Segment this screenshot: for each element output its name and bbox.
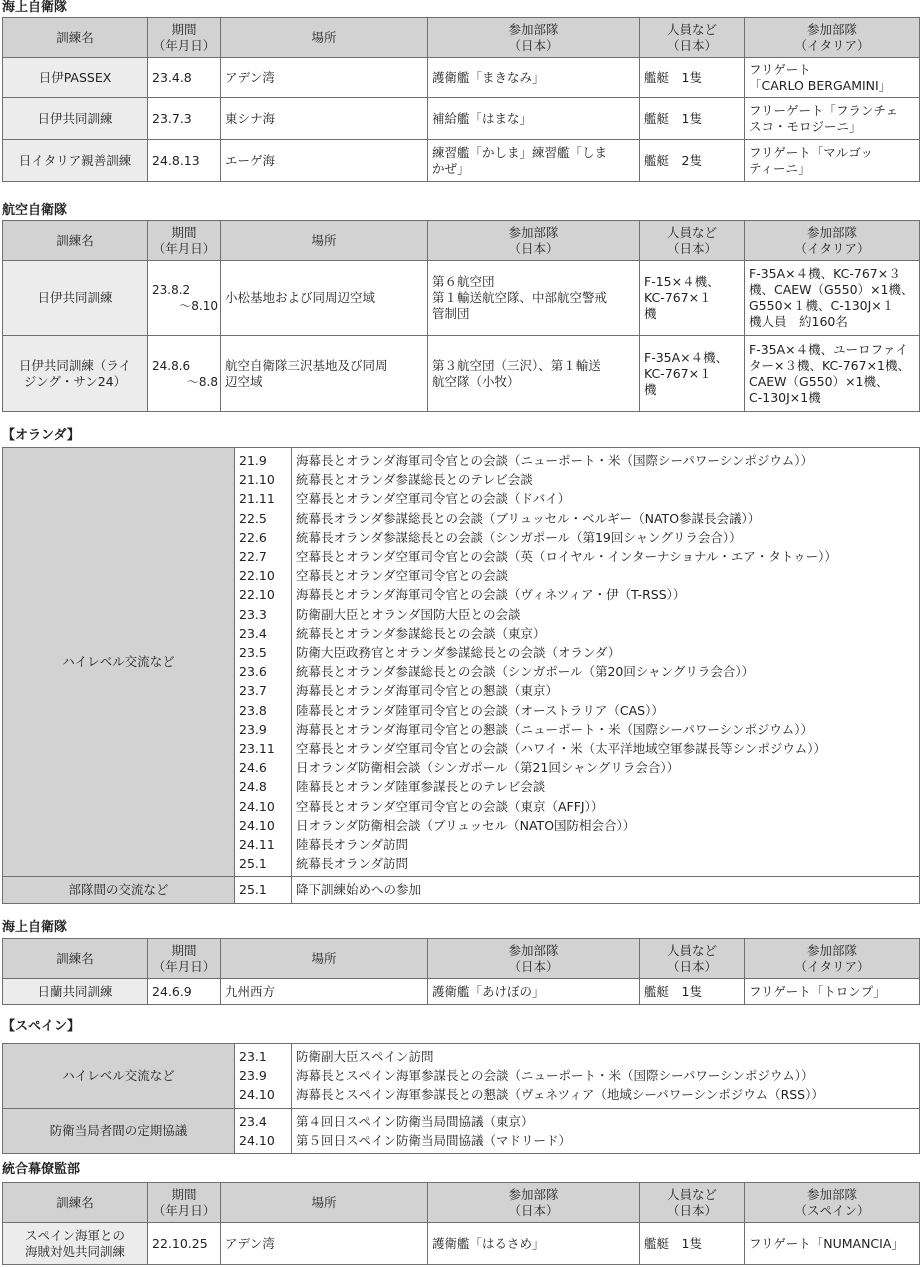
table-row <box>3 98 920 140</box>
event-date: 21.11 <box>239 491 275 507</box>
header-period <box>148 939 221 979</box>
table-maritime-netherlands <box>2 938 920 1005</box>
cell-line: 管制団 <box>432 306 470 321</box>
section-title-joint-staff: 統合幕僚監部 <box>2 1162 81 1177</box>
cell-line: 参加部隊 <box>806 1186 857 1202</box>
cell-line: 練習艦「かしま」練習艦「しま <box>432 144 608 160</box>
cell-line: 機人員 約160名 <box>749 314 848 329</box>
cell-line: 24.6.9 <box>152 983 192 999</box>
cell-line: 参加部隊 <box>508 1186 559 1202</box>
period-cell <box>148 261 221 336</box>
cell-line: （日本） <box>508 1202 559 1218</box>
cell-line: （年月日） <box>152 1202 216 1218</box>
cell-line: フリゲート <box>749 61 811 77</box>
header-personnel <box>640 18 745 58</box>
group-label: 防衛当局者間の定期協議 <box>3 1108 235 1153</box>
event-text: 空幕長とオランダ空軍司令官との会談（東京（AFFJ）） <box>296 798 604 814</box>
header-location <box>221 221 428 261</box>
personnel-cell <box>640 1223 745 1265</box>
location-cell <box>221 1223 428 1265</box>
personnel-cell <box>640 98 745 140</box>
cell-line: 艦艇 1隻 <box>644 983 702 999</box>
location-cell <box>221 261 428 336</box>
event-date: 23.1 <box>239 1049 267 1064</box>
cell-line: 24.8.13 <box>152 152 200 168</box>
cell-line: 日イタリア親善訓練 <box>18 152 132 168</box>
event-text: 防衛副大臣とオランダ国防大臣との会談 <box>296 606 521 622</box>
location-cell <box>221 98 428 140</box>
cell-line: F-15×４機、 <box>644 274 720 289</box>
group-row <box>3 448 920 877</box>
event-date: 22.10 <box>239 587 275 603</box>
cell-line: 参加部隊 <box>806 224 857 240</box>
header-units-japan <box>428 1183 640 1223</box>
personnel-cell <box>640 58 745 98</box>
event-date: 23.11 <box>239 741 275 757</box>
event-column <box>292 1044 920 1109</box>
training-name-cell <box>3 336 148 412</box>
cell-line: 訓練名 <box>56 950 94 966</box>
table-spain <box>2 1043 920 1154</box>
units-japan-cell <box>428 979 640 1005</box>
cell-line: フリゲート「トロンプ」 <box>749 983 886 999</box>
event-date: 25.1 <box>239 856 267 872</box>
cell-line: F-35A×４機、ユーロファイ <box>749 341 908 357</box>
period-cell <box>148 98 221 140</box>
cell-line: 九州西方 <box>225 983 276 999</box>
header-units-foreign <box>745 221 920 261</box>
cell-line: フリーゲート「フランチェ <box>749 102 899 118</box>
event-date: 24.10 <box>239 798 275 814</box>
units-japan-cell <box>428 58 640 98</box>
cell-line: 参加部隊 <box>508 224 559 240</box>
event-text: 陸幕長とオランダ陸軍参謀長とのテレビ会談 <box>296 779 546 795</box>
cell-line: スペイン海軍との <box>24 1227 125 1243</box>
event-column <box>292 448 920 877</box>
date-column <box>235 448 292 877</box>
header-training-name <box>3 1183 148 1223</box>
cell-line: 日伊PASSEX <box>38 69 112 85</box>
event-date: 24.8 <box>239 779 267 795</box>
header-row <box>3 221 920 261</box>
cell-line: （日本） <box>666 37 717 53</box>
cell-line: 日伊共同訓練（ライ <box>18 357 132 373</box>
section-title-maritime-netherlands: 海上自衛隊 <box>2 920 68 935</box>
event-date: 24.10 <box>239 817 275 833</box>
cell-line: 第１輸送航空隊、中部航空警戒 <box>432 290 608 305</box>
cell-line: ジング・サン24） <box>23 373 127 389</box>
cell-line: 24.8.6 <box>152 358 191 373</box>
cell-line: （日本） <box>508 958 559 974</box>
cell-line: （イタリア） <box>794 37 870 53</box>
training-name-cell <box>3 58 148 98</box>
cell-line: 機、CAEW（G550）×1機、 <box>749 282 914 297</box>
personnel-cell <box>640 140 745 182</box>
period-cell <box>148 140 221 182</box>
event-date: 25.1 <box>239 882 267 898</box>
cell-line: CAEW（G550）×1機、 <box>749 373 889 389</box>
cell-line: 艦艇 1隻 <box>644 69 702 85</box>
header-period <box>148 18 221 58</box>
units-japan-cell <box>428 140 640 182</box>
cell-line: 人員など <box>666 21 717 37</box>
cell-line: 参加部隊 <box>508 942 559 958</box>
header-row <box>3 18 920 58</box>
event-date: 23.9 <box>239 721 267 737</box>
cell-line: ター×３機、KC-767×1機、 <box>749 357 911 373</box>
cell-line: フリゲート「マルゴッ <box>749 144 874 160</box>
cell-line: （日本） <box>666 240 717 256</box>
event-text: 空幕長とオランダ空軍司令官との会談 <box>296 568 509 584</box>
period-cell <box>148 336 221 412</box>
table-row <box>3 336 920 412</box>
cell-line: （日本） <box>666 1202 717 1218</box>
cell-line: 人員など <box>666 224 717 240</box>
cell-line: 海賊対処共同訓練 <box>24 1243 125 1259</box>
training-name-cell <box>3 98 148 140</box>
cell-line: （年月日） <box>152 240 216 256</box>
event-date: 24.10 <box>239 1087 275 1103</box>
event-date: 24.10 <box>239 1132 275 1148</box>
cell-line: F-35A×４機、 <box>644 349 729 365</box>
event-date: 24.6 <box>239 760 267 776</box>
event-text: 日オランダ防衛相会談（ブリュッセル（NATO国防相会合）） <box>296 817 636 833</box>
cell-line: 航空自衛隊三沢基地及び同周 <box>225 357 388 373</box>
cell-line: 艦艇 2隻 <box>644 152 702 168</box>
cell-line: ティーニ」 <box>749 160 811 176</box>
group-label: ハイレベル交流など <box>3 1044 235 1109</box>
cell-line: エーゲ海 <box>225 152 276 168</box>
event-text: 空幕長とオランダ空軍司令官との会談（英（ロイヤル・インターナショナル・エア・タトゥー）） <box>296 549 837 565</box>
cell-line: 訓練名 <box>56 232 94 248</box>
cell-line: 護衛艦「まきなみ」 <box>432 69 545 85</box>
event-text: 海幕長とスペイン海軍参謀長との会談（ニューポート・米（国際シーパワーシンポジウム）） <box>296 1068 814 1084</box>
cell-line: （イタリア） <box>794 240 870 256</box>
cell-line: 補給艦「はまな」 <box>432 110 533 126</box>
event-text: 陸幕長オランダ訪問 <box>296 837 409 853</box>
cell-line: 東シナ海 <box>225 110 276 126</box>
event-column <box>292 877 920 903</box>
cell-line: 期間 <box>171 21 197 37</box>
cell-line: 23.7.3 <box>152 110 192 126</box>
table-air-italy <box>2 220 920 412</box>
header-training-name <box>3 18 148 58</box>
event-text: 降下訓練始めへの参加 <box>296 882 422 898</box>
event-text: 統幕長オランダ訪問 <box>296 856 409 872</box>
cell-line: 機 <box>644 306 657 321</box>
cell-line: C-130J×1機 <box>749 389 821 405</box>
cell-line: 人員など <box>666 1186 717 1202</box>
cell-line: 場所 <box>311 232 337 248</box>
location-cell <box>221 140 428 182</box>
units-foreign-cell <box>745 98 920 140</box>
training-name-cell <box>3 1223 148 1265</box>
group-row <box>3 1108 920 1153</box>
table-row <box>3 1223 920 1265</box>
event-text: 防衛大臣政務官とオランダ参謀総長との会談（オランダ） <box>296 645 621 661</box>
personnel-cell <box>640 979 745 1005</box>
cell-line: 艦艇 1隻 <box>644 110 702 126</box>
cell-line: （年月日） <box>152 958 216 974</box>
header-row <box>3 939 920 979</box>
event-date: 23.3 <box>239 606 267 622</box>
training-name-cell <box>3 979 148 1005</box>
cell-line: かぜ」 <box>432 160 470 176</box>
cell-line: 期間 <box>171 224 197 240</box>
section-title-spain: 【スペイン】 <box>2 1019 81 1034</box>
cell-line: 訓練名 <box>56 29 94 45</box>
header-period <box>148 221 221 261</box>
cell-line: （スペイン） <box>794 1202 870 1218</box>
location-cell <box>221 58 428 98</box>
cell-line: 航空隊（小牧） <box>432 373 520 389</box>
table-row <box>3 140 920 182</box>
units-foreign-cell <box>745 979 920 1005</box>
header-personnel <box>640 1183 745 1223</box>
cell-line: 日蘭共同訓練 <box>37 983 113 999</box>
cell-line: 参加部隊 <box>806 942 857 958</box>
cell-line: 期間 <box>171 1186 197 1202</box>
cell-line: 機 <box>644 381 657 397</box>
cell-line: 第６航空団 <box>432 274 495 289</box>
event-date: 23.4 <box>239 625 267 641</box>
event-text: 海幕長とオランダ海軍司令官との会談（ニューポート・米（国際シーパワーシンポジウム）） <box>296 453 813 468</box>
event-date: 22.7 <box>239 549 267 565</box>
group-label: ハイレベル交流など <box>3 448 235 877</box>
training-name-cell <box>3 140 148 182</box>
cell-line: 人員など <box>666 942 717 958</box>
date-column <box>235 1044 292 1109</box>
cell-line: 第３航空団（三沢）、第１輸送 <box>432 357 601 373</box>
event-date: 22.5 <box>239 510 267 526</box>
units-japan-cell <box>428 336 640 412</box>
table-row <box>3 261 920 336</box>
cell-line: アデン湾 <box>225 1235 275 1251</box>
personnel-cell <box>640 336 745 412</box>
event-date: 23.6 <box>239 664 267 680</box>
period-cell <box>148 1223 221 1265</box>
event-text: 統幕長とオランダ参謀総長との会談（東京） <box>296 625 546 641</box>
date-column <box>235 877 292 903</box>
cell-line: 日伊共同訓練 <box>37 290 113 305</box>
event-text: 海幕長とオランダ海軍司令官との懇談（ニューポート・米（国際シーパワーシンポジウム）） <box>296 721 813 737</box>
table-joint-staff <box>2 1182 920 1265</box>
event-text: 空幕長とオランダ空軍司令官との会談（ハワイ・米（太平洋地域空軍参謀長等シンポジウム）） <box>296 741 826 757</box>
group-row <box>3 877 920 903</box>
event-date: 21.9 <box>239 453 267 468</box>
cell-line: 参加部隊 <box>508 21 559 37</box>
event-date: 22.6 <box>239 529 267 545</box>
header-location <box>221 18 428 58</box>
cell-line: 小松基地および同周辺空域 <box>225 290 376 305</box>
cell-line: 日伊共同訓練 <box>37 110 113 126</box>
group-row <box>3 1044 920 1109</box>
event-text: 海幕長とオランダ海軍司令官との懇談（東京） <box>296 683 559 699</box>
group-label: 部隊間の交流など <box>3 877 235 903</box>
event-text: 第５回日スペイン防衛当局間協議（マドリード） <box>296 1132 572 1148</box>
cell-line: G550×１機、C-130J×１ <box>749 298 895 313</box>
cell-line: 「CARLO BERGAMINI」 <box>749 77 892 93</box>
event-text: 統幕長オランダ参謀総長との会談（シンガポール（第19回シャングリラ会合）） <box>296 529 742 545</box>
header-units-foreign <box>745 18 920 58</box>
event-text: 海幕長とオランダ海軍司令官との会談（ヴィネツィア・伊（T-RSS）） <box>296 587 686 603</box>
event-text: 防衛副大臣スペイン訪問 <box>296 1049 434 1064</box>
event-date: 24.11 <box>239 837 275 853</box>
cell-line: 場所 <box>311 29 337 45</box>
event-text: 統幕長とオランダ参謀総長とのテレビ会談 <box>296 472 533 488</box>
header-personnel <box>640 221 745 261</box>
table-netherlands <box>2 447 920 904</box>
table-maritime-italy <box>2 17 920 182</box>
training-name-cell <box>3 261 148 336</box>
location-cell <box>221 336 428 412</box>
event-date: 23.7 <box>239 683 267 699</box>
units-foreign-cell <box>745 261 920 336</box>
cell-line: スコ・モロジーニ」 <box>749 118 862 134</box>
cell-line: 護衛艦「あけぼの」 <box>432 983 545 999</box>
cell-line: 艦艇 1隻 <box>644 1235 702 1251</box>
header-period <box>148 1183 221 1223</box>
location-cell <box>221 979 428 1005</box>
event-date: 23.4 <box>239 1113 267 1129</box>
cell-line: F-35A×４機、KC-767×３ <box>749 266 901 281</box>
units-foreign-cell <box>745 140 920 182</box>
event-date: 23.5 <box>239 645 267 661</box>
cell-line: ～8.10 <box>179 299 218 313</box>
units-foreign-cell <box>745 58 920 98</box>
header-units-japan <box>428 18 640 58</box>
cell-line: （日本） <box>666 958 717 974</box>
personnel-cell <box>640 261 745 336</box>
table-row <box>3 979 920 1005</box>
event-date: 23.8 <box>239 702 267 718</box>
event-date: 23.9 <box>239 1068 267 1084</box>
cell-line: ～8.8 <box>186 374 218 389</box>
units-foreign-cell <box>745 1223 920 1265</box>
header-location <box>221 1183 428 1223</box>
event-text: 日オランダ防衛相会談（シンガポール（第21回シャングリラ会合）） <box>296 760 680 776</box>
period-cell <box>148 58 221 98</box>
cell-line: （年月日） <box>152 37 216 53</box>
event-text: 空幕長とオランダ空軍司令官との会談（ドバイ） <box>296 491 571 507</box>
cell-line: KC-767×１ <box>644 290 712 305</box>
cell-line: （イタリア） <box>794 958 870 974</box>
date-column <box>235 1108 292 1153</box>
event-date: 21.10 <box>239 472 275 488</box>
header-location <box>221 939 428 979</box>
cell-line: 参加部隊 <box>806 21 857 37</box>
cell-line: フリゲート「NUMANCIA」 <box>749 1235 904 1251</box>
header-training-name <box>3 939 148 979</box>
event-text: 海幕長とスペイン海軍参謀長との懇談（ヴェネツィア（地域シーパワーシンポジウム（RSS）） <box>296 1087 824 1103</box>
header-units-japan <box>428 221 640 261</box>
cell-line: （日本） <box>508 240 559 256</box>
units-japan-cell <box>428 98 640 140</box>
cell-line: 場所 <box>311 1194 337 1210</box>
event-date: 22.10 <box>239 568 275 584</box>
cell-line: 場所 <box>311 950 337 966</box>
period-cell <box>148 979 221 1005</box>
section-title-netherlands: 【オランダ】 <box>2 428 80 443</box>
cell-line: 期間 <box>171 942 197 958</box>
cell-line: （日本） <box>508 37 559 53</box>
event-text: 統幕長オランダ参謀総長との会談（ブリュッセル・ベルギー（NATO参謀長会議）） <box>296 510 761 526</box>
table-row <box>3 58 920 98</box>
cell-line: 22.10.25 <box>152 1235 208 1251</box>
header-units-japan <box>428 939 640 979</box>
units-japan-cell <box>428 1223 640 1265</box>
cell-line: 護衛艦「はるさめ」 <box>432 1235 545 1251</box>
section-title-air-italy: 航空自衛隊 <box>2 203 68 218</box>
cell-line: 辺空域 <box>225 373 263 389</box>
header-training-name <box>3 221 148 261</box>
section-title-maritime-italy: 海上自衛隊 <box>2 0 68 15</box>
cell-line: 23.4.8 <box>152 69 192 85</box>
header-units-foreign <box>745 1183 920 1223</box>
cell-line: 23.8.2 <box>152 283 191 297</box>
header-row <box>3 1183 920 1223</box>
header-personnel <box>640 939 745 979</box>
event-text: 統幕長とオランダ参謀総長との会談（シンガポール（第20回シャングリラ会合）） <box>296 664 755 680</box>
cell-line: 訓練名 <box>56 1194 94 1210</box>
cell-line: アデン湾 <box>225 69 275 85</box>
header-units-foreign <box>745 939 920 979</box>
cell-line: KC-767×１ <box>644 365 712 381</box>
event-text: 第４回日スペイン防衛当局間協議（東京） <box>296 1113 534 1129</box>
units-japan-cell <box>428 261 640 336</box>
event-column <box>292 1108 920 1153</box>
event-text: 陸幕長とオランダ陸軍司令官との会談（オーストラリア（CAS）） <box>296 702 664 718</box>
units-foreign-cell <box>745 336 920 412</box>
